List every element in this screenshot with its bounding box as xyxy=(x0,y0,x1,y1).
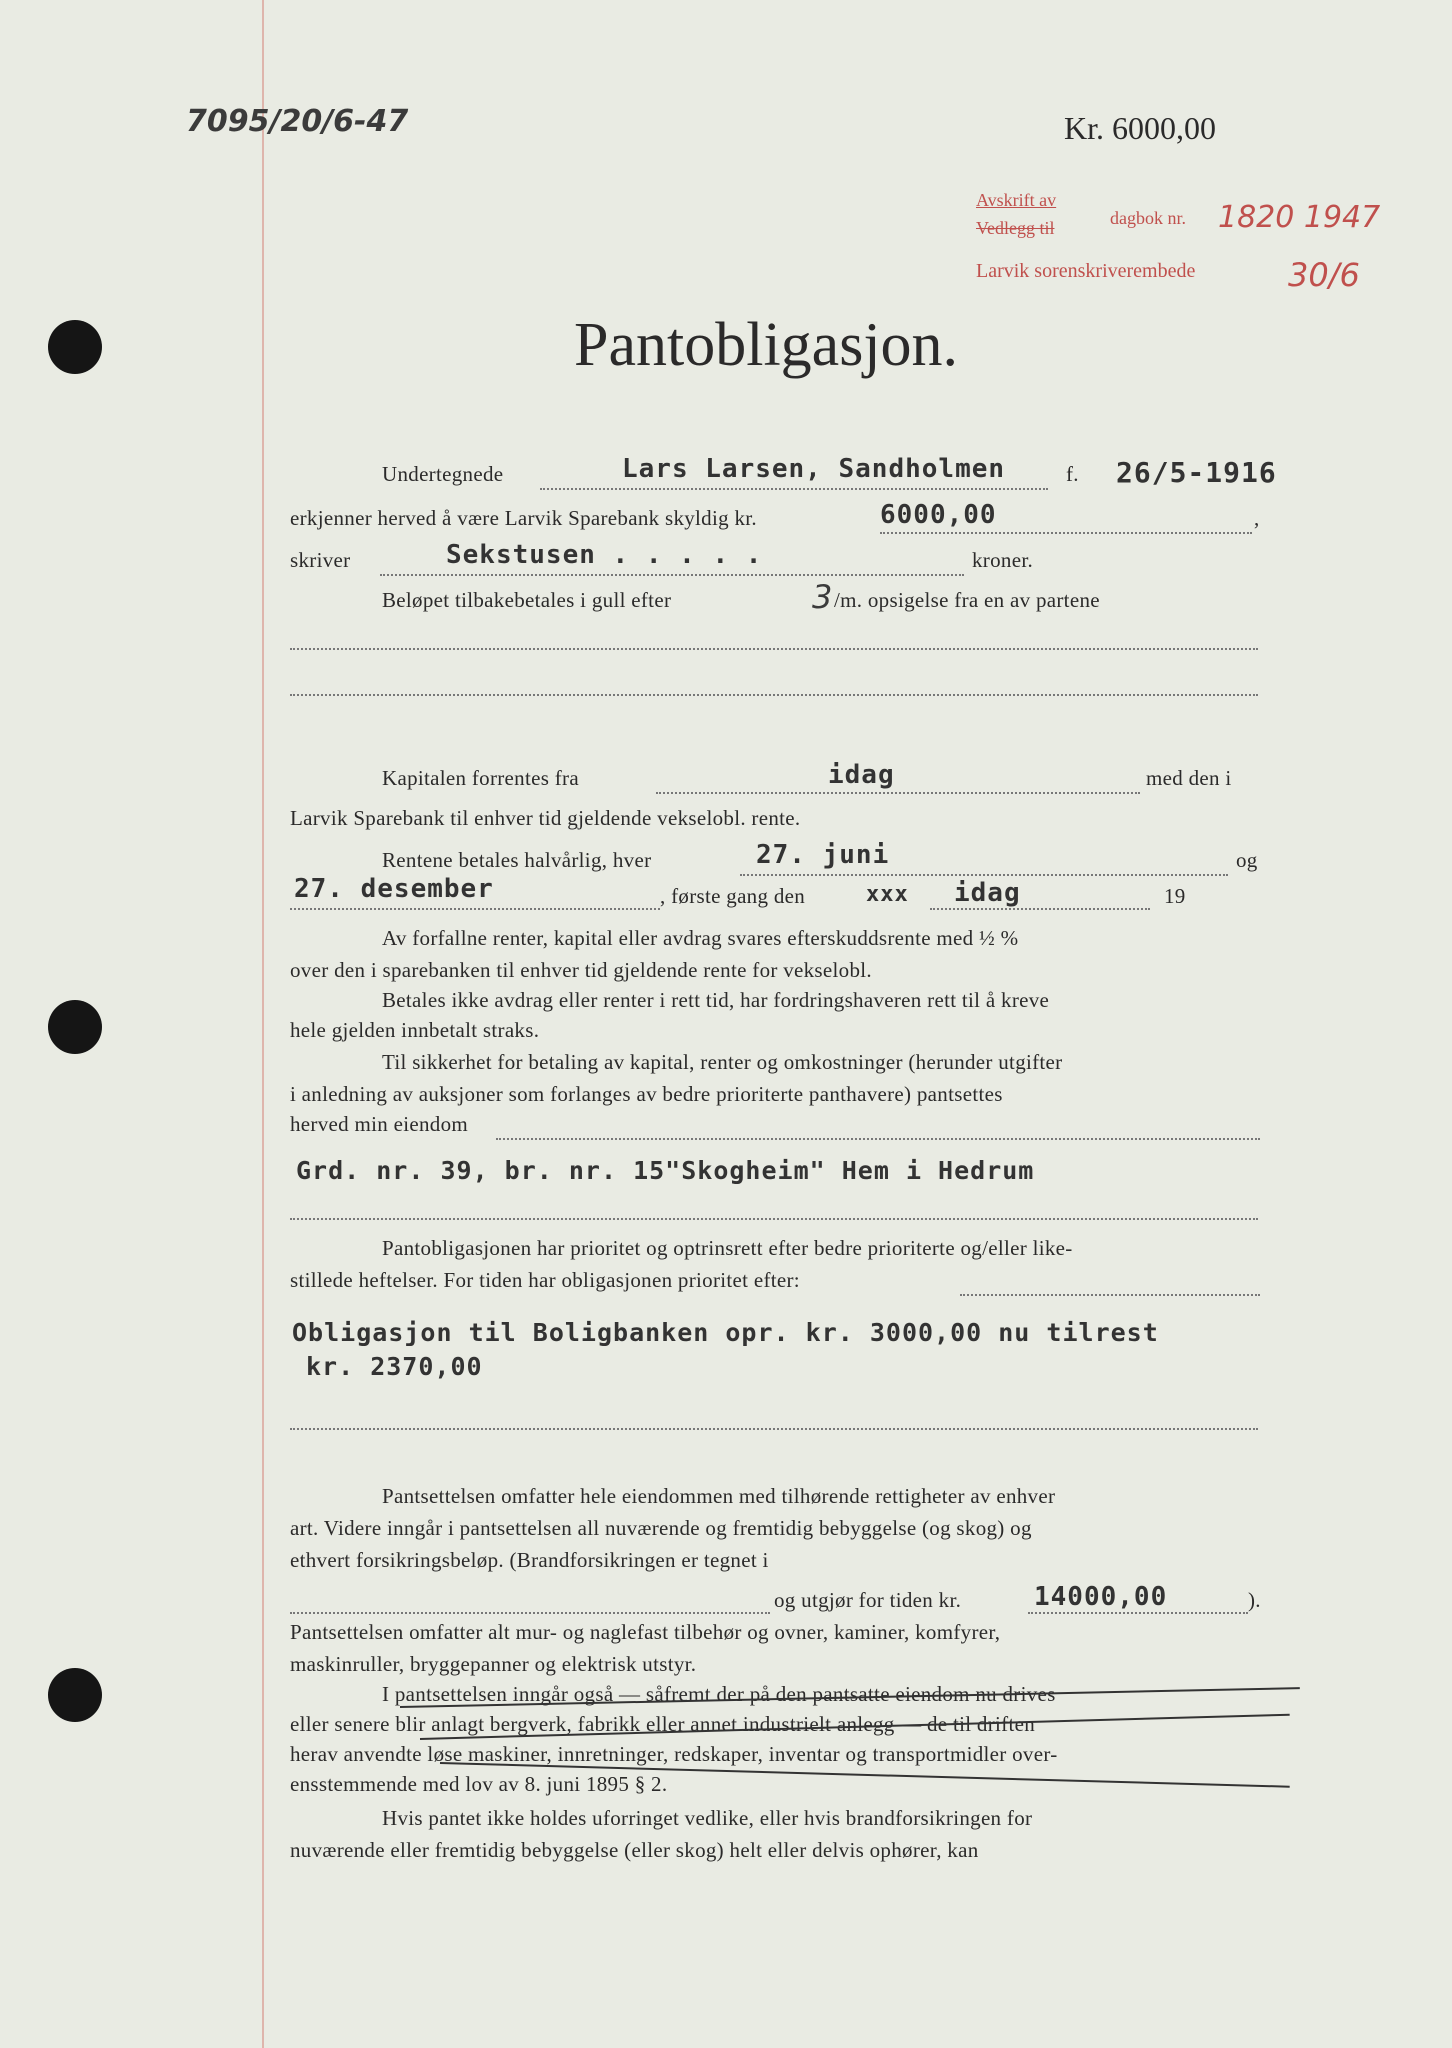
pledge-line1: Pantsettelsen omfatter hele eiendommen med tilhørende rettigheter av enhver xyxy=(382,1484,1056,1508)
amount-header: Kr. 6000,00 xyxy=(1064,110,1216,146)
pledge-line8: eller senere blir anlagt bergverk, fabrikk eller annet industrielt anlegg — de til driften xyxy=(290,1712,1036,1736)
punch-hole xyxy=(48,1668,102,1722)
fill-line xyxy=(930,908,1150,910)
debt-line-label: erkjenner herved å være Larvik Sparebank skyldig kr. xyxy=(290,506,757,530)
kapital-label: Kapitalen forrentes fra xyxy=(382,766,579,790)
para3-line3: herved min eiendom xyxy=(290,1112,469,1136)
repay-months: 3 xyxy=(812,578,833,616)
document-title: Pantobligasjon. xyxy=(574,311,959,379)
amount-words: Sekstusen . . . . . xyxy=(446,540,763,570)
debtor-name: Lars Larsen, Sandholmen xyxy=(622,454,1006,484)
pledge-line2: art. Videre inngår i pantsettelsen all nuværende og fremtidig bebyggelse (og skog) og xyxy=(290,1516,1032,1540)
stamp-vedlegg: Vedlegg til xyxy=(976,218,1055,238)
fill-line xyxy=(496,1138,1260,1140)
insurance-amount: 14000,00 xyxy=(1034,1582,1168,1612)
skriver-label: skriver xyxy=(290,548,351,572)
forste-value: idag xyxy=(954,878,1021,908)
forste-typed: xxx xyxy=(866,882,909,907)
undertegnede-label: Undertegnede xyxy=(382,462,504,486)
fill-line xyxy=(290,1218,1258,1220)
kroner-label: kroner. xyxy=(972,548,1033,572)
renter-date1: 27. juni xyxy=(756,840,890,870)
prior-obligation-line1: Obligasjon til Boligbanken opr. kr. 3000,00 nu tilrest xyxy=(292,1318,1159,1347)
prior-obligation-line2: kr. 2370,00 xyxy=(306,1352,483,1381)
rente-line: Larvik Sparebank til enhver tid gjeldende vekselobl. rente. xyxy=(290,806,801,830)
pledge-line5: Pantsettelsen omfatter alt mur- og naglefast tilbehør og ovner, kaminer, komfyrer, xyxy=(290,1620,1001,1644)
insurance-label: og utgjør for tiden kr. xyxy=(774,1588,962,1612)
fill-line xyxy=(540,488,1048,490)
repay-terms: /m. opsigelse fra en av partene xyxy=(834,588,1100,612)
year-label: 19 xyxy=(1164,884,1186,908)
punch-hole xyxy=(48,320,102,374)
priority-line2: stillede heftelser. For tiden har obligasjonen prioritet efter: xyxy=(290,1268,800,1292)
stamp-embede: Larvik sorenskriverembede xyxy=(976,260,1196,282)
renter-date2: 27. desember xyxy=(294,874,494,904)
fill-line xyxy=(1028,1612,1248,1614)
forste-label: , første gang den xyxy=(660,884,806,908)
fill-line xyxy=(290,908,660,910)
pledge-line7: I pantsettelsen inngår også — såfremt der på den pantsatte eiendom nu drives xyxy=(382,1682,1056,1706)
og-label: og xyxy=(1236,848,1258,872)
pledge-line11: Hvis pantet ikke holdes uforringet vedlike, eller hvis brandforsikringen for xyxy=(382,1806,1033,1830)
para3-line2: i anledning av auksjoner som forlanges av bedre prioriterte panthavere) pantsettes xyxy=(290,1082,1003,1106)
punch-hole xyxy=(48,1000,102,1054)
debt-amount: 6000,00 xyxy=(880,500,997,530)
para2-line2: hele gjelden innbetalt straks. xyxy=(290,1018,540,1042)
fill-line xyxy=(740,874,1228,876)
para3-line1: Til sikkerhet for betaling av kapital, renter og omkostninger (herunder utgifter xyxy=(382,1050,1063,1074)
born-date: 26/5-1916 xyxy=(1116,456,1277,489)
stamp-avskrift: Avskrift av xyxy=(976,190,1057,210)
pledge-line12: nuværende eller fremtidig bebyggelse (eller skog) helt eller delvis ophører, kan xyxy=(290,1838,979,1862)
renter-label: Rentene betales halvårlig, hver xyxy=(382,848,652,872)
born-label: f. xyxy=(1066,462,1079,486)
priority-line1: Pantobligasjonen har prioritet og optrinsrett efter bedre prioriterte og/eller like- xyxy=(382,1236,1073,1260)
pledge-line6: maskinruller, bryggepanner og elektrisk utstyr. xyxy=(290,1652,697,1676)
stamp-dagbok: dagbok nr. xyxy=(1110,208,1186,228)
para1-line1: Av forfallne renter, kapital eller avdrag svares efterskuddsrente med ½ % xyxy=(382,926,1019,950)
fill-line xyxy=(290,1612,770,1614)
para1-line2: over den i sparebanken til enhver tid gjeldende rente for vekselobl. xyxy=(290,958,872,982)
reference-number: 7095/20/6-47 xyxy=(186,104,409,139)
fill-line xyxy=(290,1428,1258,1430)
kapital-from: idag xyxy=(828,760,895,790)
fill-line xyxy=(656,792,1140,794)
pledge-line9: herav anvendte løse maskiner, innretninger, redskaper, inventar og transportmidler over- xyxy=(290,1742,1058,1766)
stamp-date: 30/6 xyxy=(1288,256,1360,294)
stamp-dagbok-number: 1820 1947 xyxy=(1218,200,1381,235)
fill-line xyxy=(290,648,1258,650)
fill-line xyxy=(960,1294,1260,1296)
pledge-line10: ensstemmende med lov av 8. juni 1895 § 2. xyxy=(290,1772,668,1796)
kapital-rest: med den i xyxy=(1146,766,1232,790)
insurance-end: ). xyxy=(1248,1588,1261,1612)
margin-line xyxy=(262,0,264,2048)
pledge-line3: ethvert forsikringsbeløp. (Brandforsikringen er tegnet i xyxy=(290,1548,769,1572)
comma: , xyxy=(1254,506,1260,530)
property-description: Grd. nr. 39, br. nr. 15"Skogheim" Hem i Hedrum xyxy=(296,1156,1035,1185)
repay-label: Beløpet tilbakebetales i gull efter xyxy=(382,588,672,612)
fill-line xyxy=(380,574,964,576)
para2-line1: Betales ikke avdrag eller renter i rett tid, har fordringshaveren rett til å kreve xyxy=(382,988,1050,1012)
fill-line xyxy=(880,532,1252,534)
fill-line xyxy=(290,694,1258,696)
